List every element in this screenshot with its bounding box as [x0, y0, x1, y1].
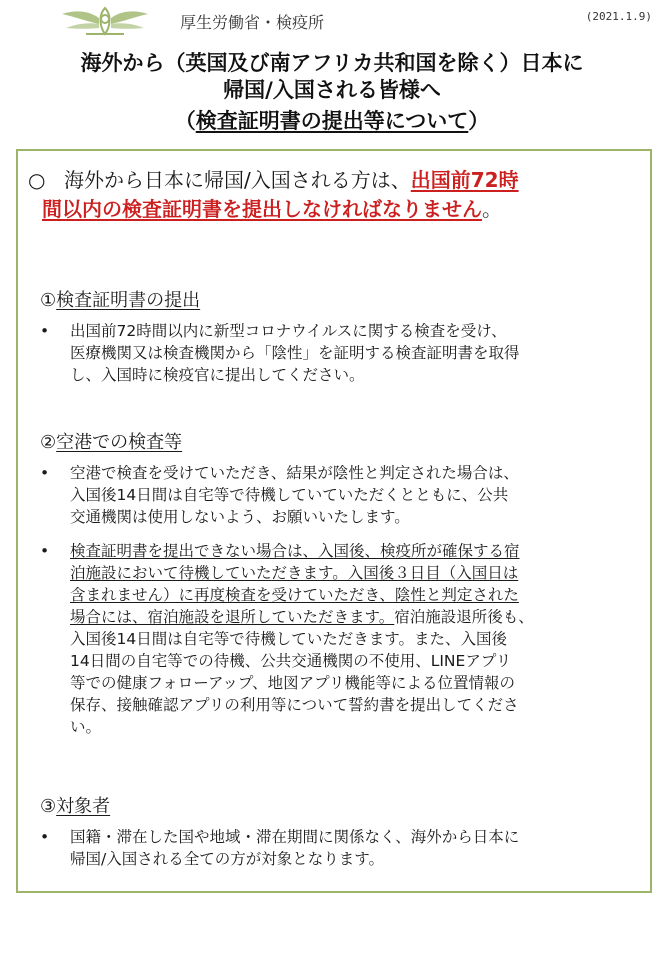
- lead-emphasis-2: 間以内の検査証明書を提出しなければなりません: [42, 197, 482, 221]
- header: [0, 0, 664, 42]
- bullet-line: 泊施設において待機していただきます。入国後３日目（入国日は: [70, 564, 519, 582]
- section-number: ②: [40, 432, 57, 453]
- bullet-marker: •: [40, 322, 50, 340]
- bullet-line: 検査証明書を提出できない場合は、入国後、検疫所が確保する宿: [70, 542, 520, 560]
- lead-emphasis-1: 出国前72時: [410, 168, 519, 192]
- bullet-marker: •: [40, 828, 50, 846]
- list-item: [40, 462, 640, 528]
- page-subtitle: [0, 108, 664, 135]
- section-number: ③: [40, 796, 57, 817]
- bullet-line: し、入国時に検疫官に提出してください。: [70, 366, 365, 384]
- bullet-line: 国籍・滞在した国や地域・滞在期間に関係なく、海外から日本に: [70, 828, 520, 846]
- lead-text: 海外から日本に帰国/入国される方は、: [64, 168, 411, 192]
- winged-emblem-icon: [58, 4, 152, 38]
- ministry-name: 厚生労働省・検疫所: [180, 13, 325, 32]
- bullet-line: 帰国/入国される全ての方が対象となります。: [70, 850, 384, 868]
- bullet-line: 含まれません）に再度検査を受けていただき、陰性と判定された: [70, 586, 519, 604]
- subtitle-close-paren: ）: [468, 109, 490, 133]
- list-item: [40, 540, 640, 738]
- bullet-line: 宿泊施設退所後も、: [394, 608, 534, 626]
- bullet-line: 場合には、宿泊施設を退所していただきます。: [70, 608, 395, 626]
- section-number: ①: [40, 290, 57, 311]
- section-heading-3: [40, 792, 110, 818]
- subtitle-text: 検査証明書の提出等について: [195, 109, 469, 133]
- bullet-line: 入国後14日間は自宅等で待機していていただくとともに、公共: [70, 486, 509, 504]
- bullet-line: 交通機関は使用しないよう、お願いいたします。: [70, 508, 410, 526]
- page-title: [0, 50, 664, 104]
- bullet-line: 空港で検査を受けていただき、結果が陰性と判定された場合は、: [70, 464, 519, 482]
- bullet-line: 14日間の自宅等での待機、公共交通機関の不使用、LINEアプリ: [70, 652, 512, 670]
- lead-notice: [28, 166, 648, 224]
- section-heading-1: [40, 286, 200, 312]
- bullet-marker: •: [40, 464, 50, 482]
- bullet-line: 医療機関又は検査機関から「陰性」を証明する検査証明書を取得: [70, 344, 520, 362]
- section-title: 検査証明書の提出: [56, 290, 201, 311]
- section-title: 空港での検査等: [56, 432, 183, 453]
- title-line-1: 海外から（英国及び南アフリカ共和国を除く）日本に: [80, 51, 584, 75]
- bullet-marker: •: [40, 542, 50, 560]
- bullet-line: 等での健康フォローアップ、地図アプリ機能等による位置情報の: [70, 674, 516, 692]
- issue-date: (2021.1.9): [585, 10, 652, 23]
- subtitle-open-paren: （: [174, 109, 196, 133]
- bullet-line: い。: [70, 718, 102, 736]
- title-line-2: 帰国/入国される皆様へ: [223, 78, 441, 102]
- section-heading-2: [40, 428, 182, 454]
- lead-marker: ○: [28, 168, 46, 192]
- section-title: 対象者: [56, 796, 111, 817]
- bullet-line: 入国後14日間は自宅等で待機していただきます。また、入国後: [70, 630, 507, 648]
- lead-end: 。: [482, 197, 502, 221]
- list-item: [40, 826, 640, 870]
- list-item: [40, 320, 640, 386]
- bullet-line: 出国前72時間以内に新型コロナウイルスに関する検査を受け、: [70, 322, 507, 340]
- bullet-line: 保存、接触確認アプリの利用等について誓約書を提出してくださ: [70, 696, 519, 714]
